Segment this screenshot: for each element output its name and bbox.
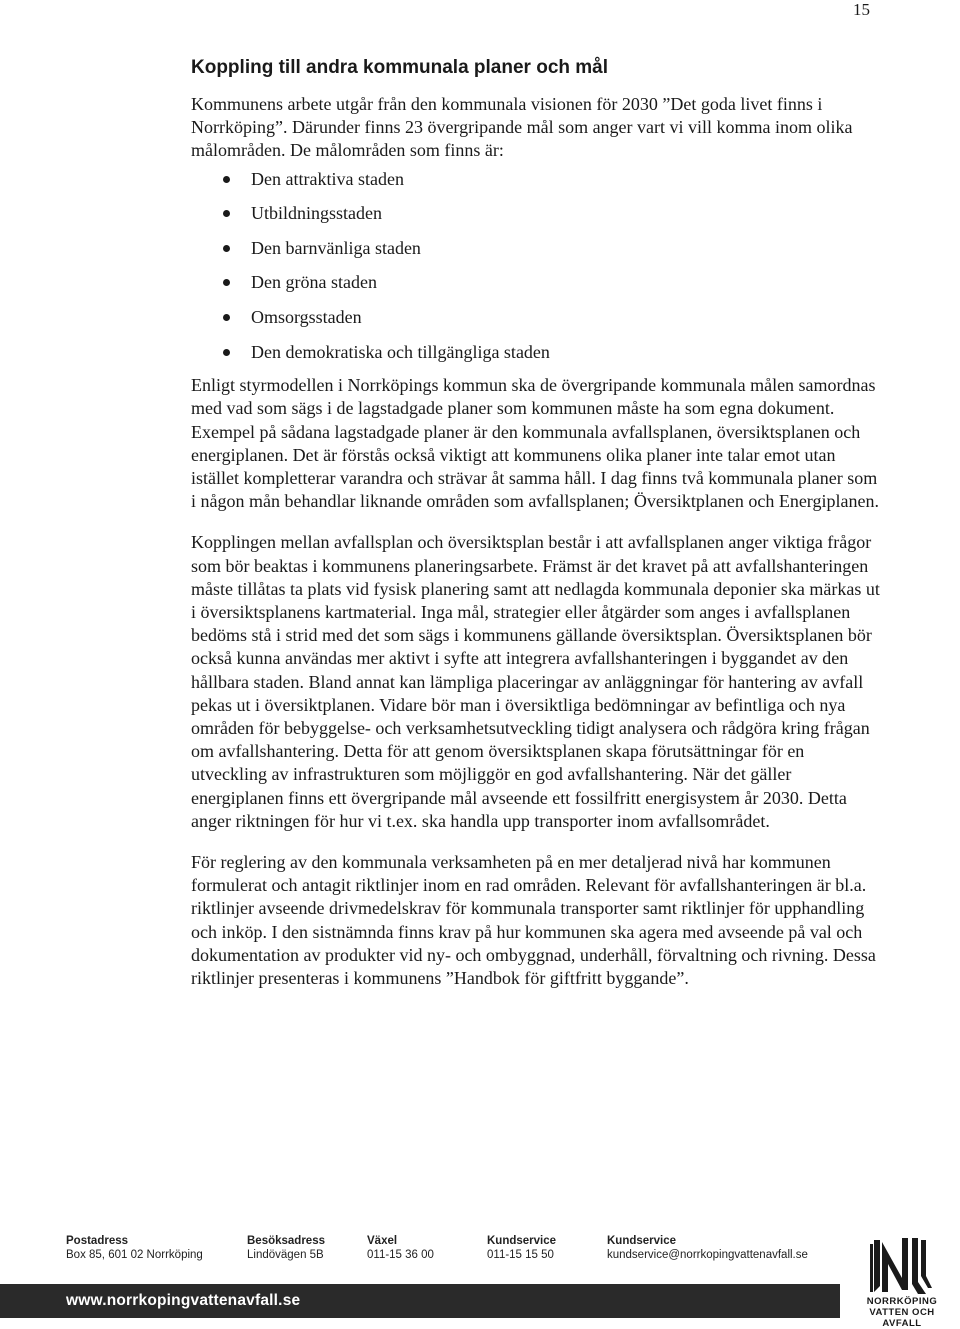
body-paragraph: Kopplingen mellan avfallsplan och översiktsplan består i att avfallsplanen anger viktiga frågor som bör beaktas i kommunens planeringsarbete. Främst är det kravet på att avfallshanteringen måste tillåtas ta plats vid fysisk planering samt att nedlagda kommunala deponier ska märkas ut i översiktsplanens kartmaterial. Inga mål, strategier eller åtgärder som anges i avfallsplanen bedöms stå i strid med det som sägs i kommunens gällande översiktsplan. Översiktsplanen bör också kunna användas mer aktivt i syfte att integrera avfallshanteringen i byggandet av den hållbara staden. Bland annat kan lämpliga placeringar av anläggningar för hantering av avfall pekas ut i översiktplanen. Vidare bör man i översiktliga bedömningar av befintliga och nya områden för bebyggelse- och verksamhetsutveckling tidigt analysera och rådgöra kring frågan om avfallshantering. Detta för att genom översiktsplanen skapa förutsättningar för en utveckling av infrastrukturen som möjliggör en god avfallshantering. När det gäller energiplanen finns ett övergripande mål avseende ett fossilfritt energisystem år 2030. Detta anger riktningen för hur vi t.ex. ska handla upp transporter inom avfallsområdet. xyxy=(191,532,880,831)
list-item xyxy=(191,167,881,191)
list-item xyxy=(191,201,881,225)
list-item xyxy=(191,236,881,260)
list-item-text: Den attraktiva staden xyxy=(251,168,404,189)
intro-paragraph: Kommunens arbete utgår från den kommunala visionen för 2030 ”Det goda livet finns i Norrköping”. Därunder finns 23 övergripande mål som anger vart vi vill komma inom olika målområden. De målområden som finns är: xyxy=(191,94,853,161)
list-item xyxy=(191,305,881,329)
footer-customer-service-phone xyxy=(487,1234,556,1262)
logo-mark-icon xyxy=(868,1236,936,1294)
logo-subtitle: VATTEN OCH AVFALL xyxy=(869,1307,935,1329)
footer-label: Besöksadress xyxy=(247,1235,325,1247)
list-item-text: Den demokratiska och tillgängliga staden xyxy=(251,341,550,362)
footer-url-band xyxy=(0,1284,840,1318)
footer-label: Postadress xyxy=(66,1235,129,1247)
list-item xyxy=(191,340,881,364)
footer-visit-address xyxy=(247,1234,325,1262)
footer-customer-service-email xyxy=(607,1234,808,1262)
logo-title: NORRKÖPING xyxy=(866,1296,938,1307)
footer-postal-address xyxy=(66,1234,203,1262)
footer-value: 011-15 15 50 xyxy=(487,1249,554,1261)
section-heading: Koppling till andra kommunala planer och mål xyxy=(191,57,609,78)
bullet-icon xyxy=(223,314,230,321)
page-number: 15 xyxy=(853,0,870,19)
bullet-icon xyxy=(223,349,230,356)
footer-value: Box 85, 601 02 Norrköping xyxy=(66,1249,203,1261)
footer-value: 011-15 36 00 xyxy=(367,1249,434,1261)
main-content xyxy=(191,56,881,990)
bullet-icon xyxy=(223,279,230,286)
page-footer xyxy=(0,1228,960,1329)
goal-area-list xyxy=(191,167,881,364)
footer-label: Växel xyxy=(367,1235,398,1247)
list-item-text: Omsorgsstaden xyxy=(251,306,362,327)
bullet-icon xyxy=(223,176,230,183)
footer-value: Lindövägen 5B xyxy=(247,1249,324,1261)
footer-switchboard xyxy=(367,1234,434,1262)
list-item xyxy=(191,270,881,294)
list-item-text: Den barnvänliga staden xyxy=(251,237,421,258)
bullet-icon xyxy=(223,245,230,252)
body-paragraph: För reglering av den kommunala verksamheten på en mer detaljerad nivå har kommunen formulerat och antagit riktlinjer inom en rad områden. Relevant för avfallshanteringen är bl.a. riktlinjer avseende drivmedelskrav för kommunala transporter samt riktlinjer för upphandling och inköp. I den sistnämnda finns krav på hur kommunen ska agera med avseende på val och dokumentation av produkter vid ny- och ombyggnad, underhåll, förvaltning och rivning. Dessa riktlinjer presenteras i kommunens ”Handbok för giftfritt byggande”. xyxy=(191,852,876,989)
body-paragraph: Enligt styrmodellen i Norrköpings kommun ska de övergripande kommunala målen samordnas med vad som sägs i de lagstadgade planer som kommunen måste ha som egna dokument. Exempel på sådana lagstadgade planer är den kommunala avfallsplanen, översiktsplanen och energiplanen. Det är förstås också viktigt att kommunens olika planer inte talar emot utan istället kompletterar varandra och strävar åt samma håll. I dag finns två kommunala planer som i någon mån behandlar liknande områden som avfallsplanen; Översiktplanen och Energiplanen. xyxy=(191,375,879,512)
website-link[interactable]: www.norrkopingvattenavfall.se xyxy=(66,1292,301,1309)
footer-label: Kundservice xyxy=(607,1235,677,1247)
company-logo xyxy=(852,1236,952,1329)
list-item-text: Utbildningsstaden xyxy=(251,203,382,224)
list-item-text: Den gröna staden xyxy=(251,272,377,293)
footer-label: Kundservice xyxy=(487,1235,557,1247)
footer-value[interactable]: kundservice@norrkopingvattenavfall.se xyxy=(607,1249,808,1261)
bullet-icon xyxy=(223,210,230,217)
